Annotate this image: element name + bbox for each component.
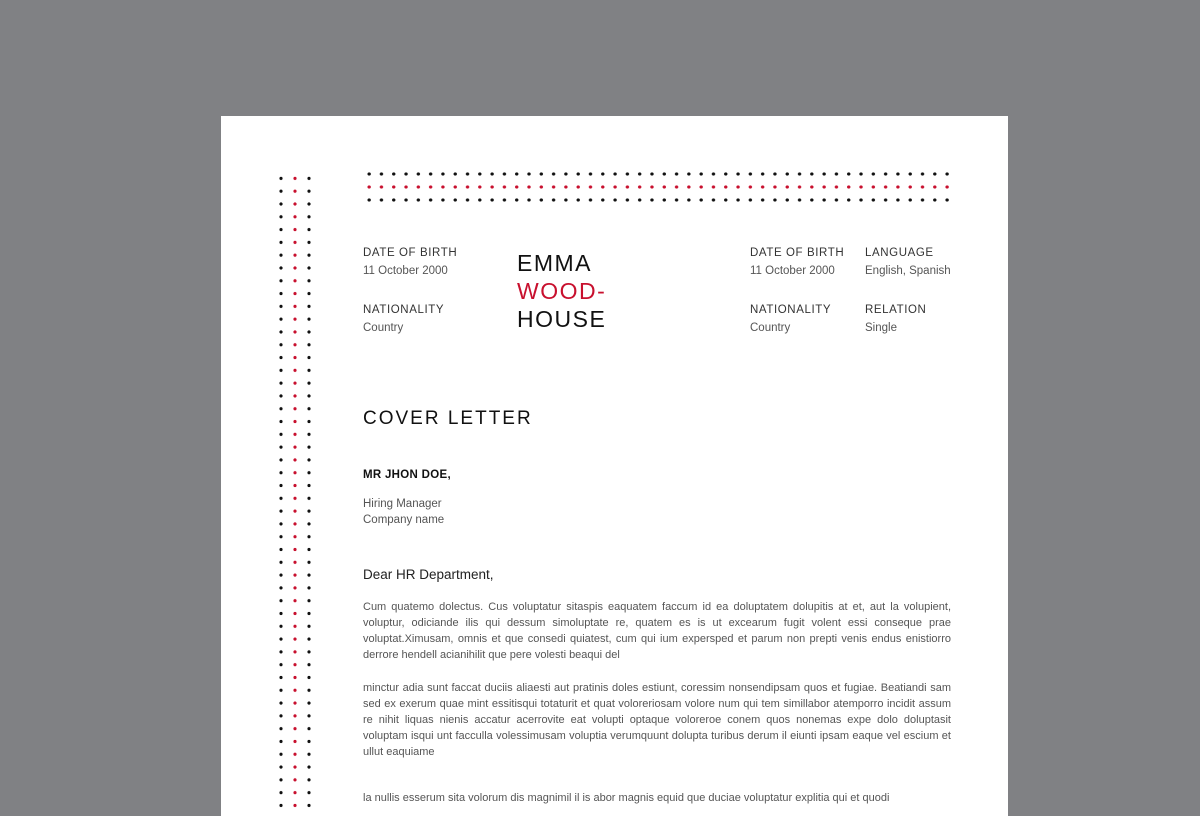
horizontal-dot-border bbox=[363, 172, 953, 206]
dot-row-black-top bbox=[363, 172, 953, 176]
dot-column-red bbox=[293, 172, 297, 816]
info-label: NATIONALITY bbox=[750, 304, 832, 316]
info-value: Country bbox=[363, 322, 404, 334]
dot-column-black-right bbox=[307, 172, 311, 816]
candidate-name bbox=[517, 249, 606, 333]
letter-paragraph: Cum quatemo dolectus. Cus voluptatur sitaspis eaquatem faccum id ea doluptatem dolupitis at et, aut la volupient, voluptur, odiciande ilis qui dessum simoluptate re, quatem es is ut excearum fugit volent essi conseque prae voluptat.Ximusam, omnis et que consedi quiatest, cum qui ium expersped et parum non prepti venis endus enistiorro derrore hendell acianihilit que pere volesti beaqui del bbox=[363, 601, 951, 661]
info-date-of-birth-left bbox=[363, 247, 457, 277]
info-label: RELATION bbox=[865, 304, 927, 316]
info-value: Country bbox=[750, 322, 791, 334]
name-middle: WOOD- bbox=[517, 278, 607, 304]
info-language bbox=[865, 247, 951, 277]
info-value: Single bbox=[865, 322, 897, 334]
dot-row-red bbox=[363, 185, 953, 189]
info-value: 11 October 2000 bbox=[363, 265, 448, 277]
info-label: NATIONALITY bbox=[363, 304, 445, 316]
recipient-name: MR JHON DOE, bbox=[363, 469, 451, 481]
recipient-company: Company name bbox=[363, 514, 445, 526]
info-nationality-right bbox=[750, 304, 831, 334]
info-date-of-birth-right bbox=[750, 247, 844, 277]
name-last: HOUSE bbox=[517, 306, 607, 332]
name-first: EMMA bbox=[517, 250, 592, 276]
resume-page bbox=[221, 116, 1008, 816]
letter-paragraph: minctur adia sunt faccat duciis aliaesti aut pratinis doles estiunt, coressim nonsendipsam quos et fugiae. Beatiandi sam sed ex exerum quae mint essitisqui totaturit et quat voloreriosam volore num qui tem simillabor atemporro incidit assum re nihit liquas nienis accatur acerrovite eat volupti optaque voloreroe conem quos nonemas expe dolo doluptasit voluptam isqui unt facculla volessimusam voluptia verumquunt dolupta turibus derum il eiunti ipsam eaque vel escium et ullut eaquiame bbox=[363, 682, 951, 758]
info-label: LANGUAGE bbox=[865, 247, 934, 259]
dot-column-black-left bbox=[279, 172, 283, 816]
recipient-role: Hiring Manager bbox=[363, 498, 442, 510]
info-label: DATE OF BIRTH bbox=[750, 247, 845, 259]
info-value: English, Spanish bbox=[865, 265, 951, 277]
info-label: DATE OF BIRTH bbox=[363, 247, 458, 259]
cover-letter-title: COVER LETTER bbox=[363, 408, 533, 429]
greeting: Dear HR Department, bbox=[363, 567, 494, 582]
vertical-dot-border bbox=[279, 172, 311, 816]
letter-paragraph: la nullis esserum sita volorum dis magnimil il is abor magnis equid que duciae voluptatur explitia qui et quodi bbox=[363, 792, 890, 804]
dot-row-black-bottom bbox=[363, 198, 953, 202]
info-value: 11 October 2000 bbox=[750, 265, 835, 277]
info-nationality-left bbox=[363, 304, 444, 334]
info-relation bbox=[865, 304, 926, 334]
